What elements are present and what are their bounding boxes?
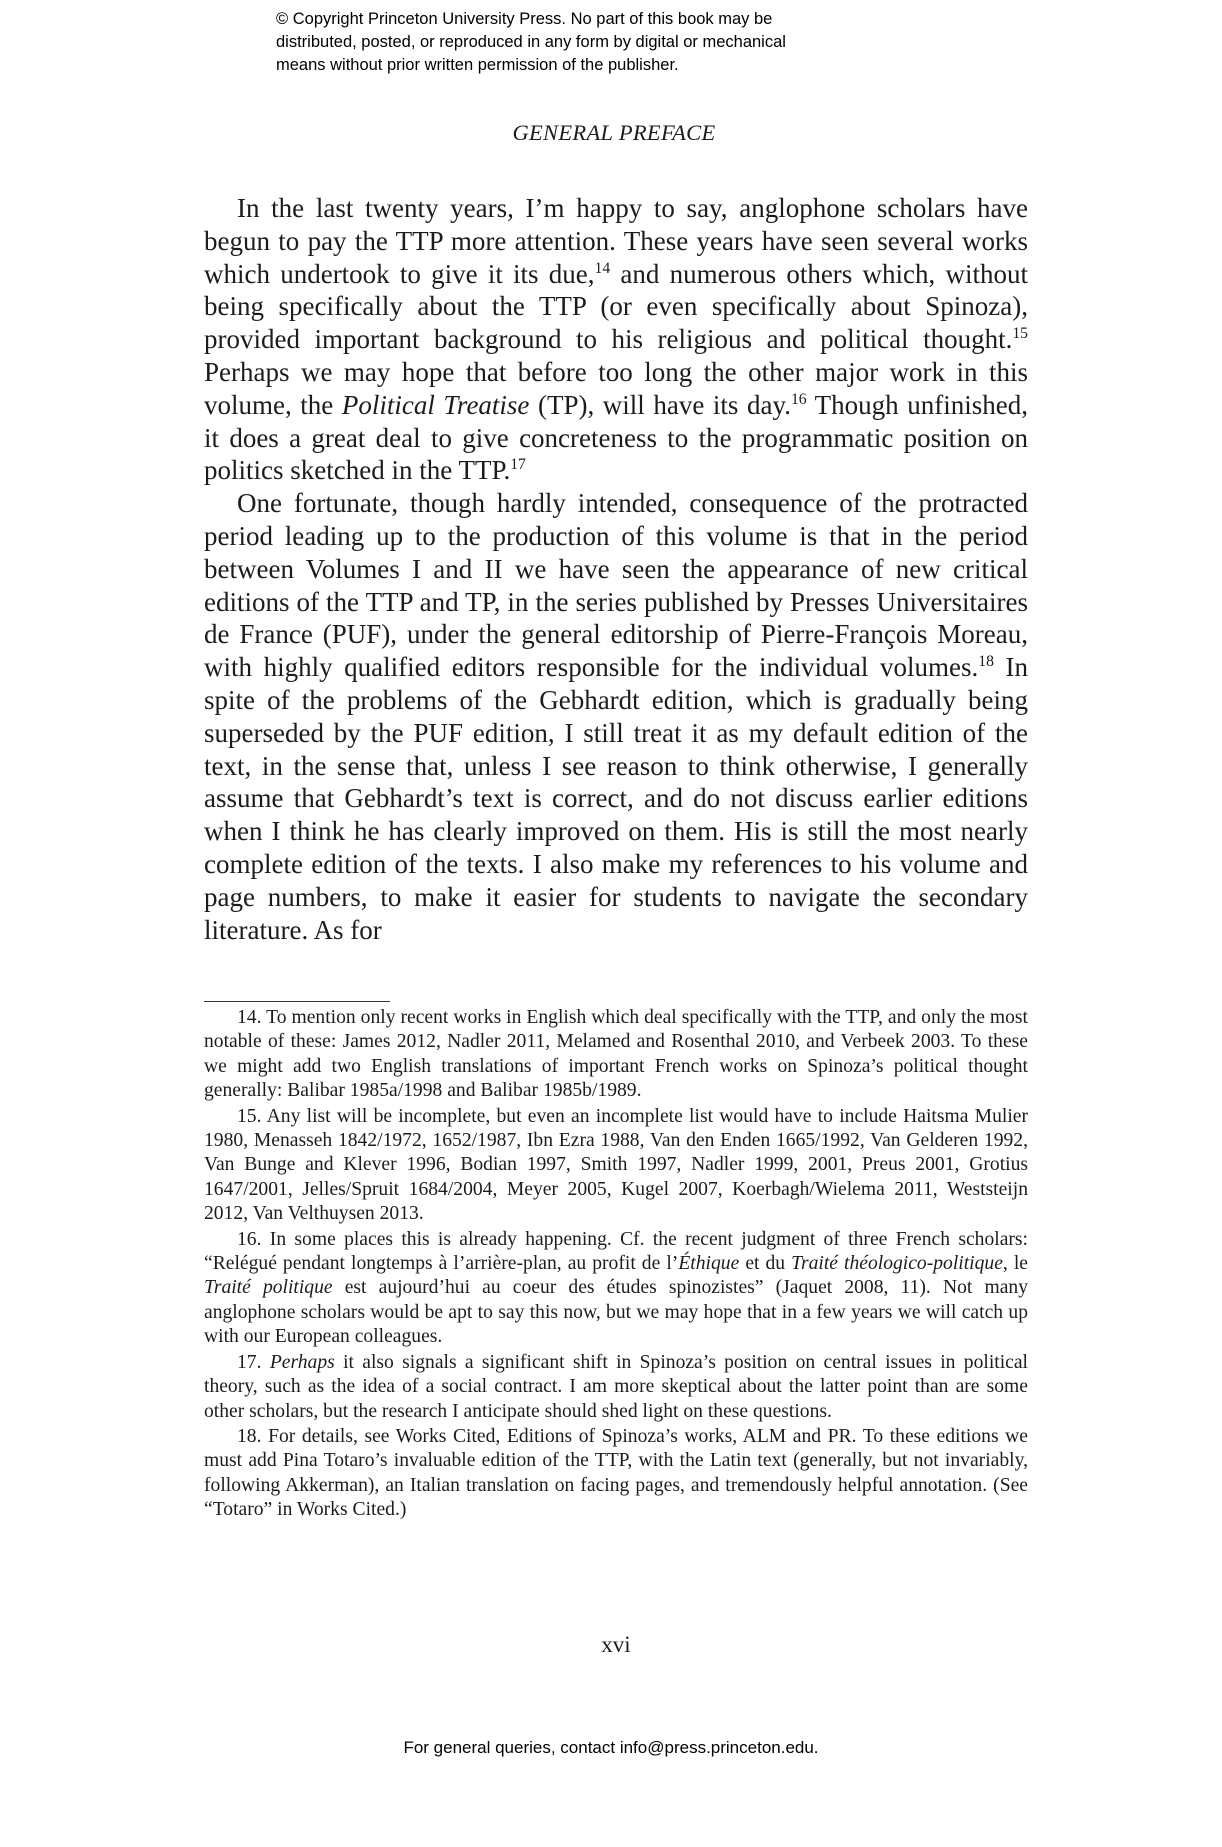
text-run: In the last twenty years, I’m happy to say, anglophone scholars have begun to pay the TTP more attention. These years have seen several works which undertook to give it its due, bbox=[204, 193, 1028, 289]
footnote-16 bbox=[204, 1228, 1028, 1350]
italic-word: Perhaps bbox=[269, 1351, 335, 1373]
footnote-ref[interactable]: 18 bbox=[978, 652, 994, 670]
running-head: GENERAL PREFACE bbox=[512, 120, 716, 145]
copyright-line: © Copyright Princeton University Press. No part of this book may be bbox=[276, 10, 773, 28]
footnote-separator bbox=[204, 1001, 390, 1002]
text-run: Though unfinished, it does a great deal to give concreteness to the programmatic position on politics sketched in the TTP. bbox=[204, 389, 1028, 486]
footnote-18: 18. For details, see Works Cited, Editions of Spinoza’s works, ALM and PR. To these editions we must add Pina Totaro’s invaluable edition of the TTP, with the Latin text (generally, but not invariably, following Akkerman), an Italian translation on facing pages, and tremendously helpful annotation. (See “Totaro” in Works Cited.) bbox=[204, 1425, 1028, 1521]
text-run: , le bbox=[1002, 1253, 1029, 1275]
body-paragraph bbox=[204, 192, 1028, 487]
footnote-ref[interactable]: 15 bbox=[1012, 325, 1028, 343]
book-title: Political Treatise bbox=[341, 389, 530, 420]
footnote-ref[interactable]: 14 bbox=[594, 259, 611, 277]
text-run: In spite of the problems of the Gebhardt edition, which is gradually being superseded by the PUF edition, I still treat it as my default edition of the text, in the sense that, unless I see reason to think otherwise, I generally assume that Gebhardt’s text is correct, and do not discuss earlier editions when I think he has clearly improved on them. His is still the most nearly complete edition of the texts. I also make my references to his volume and page numbers, to make it easier for students to navigate the secondary literature. As for bbox=[204, 652, 1028, 945]
footnote-17 bbox=[204, 1351, 1028, 1424]
text-run: Perhaps we may hope that before too long the other major work in this volume, the bbox=[204, 356, 1028, 420]
italic-title: Traité théologico-politique bbox=[791, 1253, 1003, 1275]
footnote-ref[interactable]: 17 bbox=[510, 456, 526, 474]
text-run: One fortunate, though hardly intended, consequence of the protracted period leading up to the production of this volume is that in the period between Volumes I and II we have seen the appearance of new critical editions of the TTP and TP, in the series published by Presses Universitaires de France (PUF), under the general editorship of Pierre-François Moreau, with highly qualified editors responsible for the individual volumes. bbox=[204, 488, 1028, 683]
text-run: est aujourd’hui au coeur des études spinozistes” (Jaquet 2008, 11). Not many anglophone scholars would be apt to say this now, but we may hope that in a few years we will catch up with our European colleagues. bbox=[204, 1277, 1028, 1348]
copyright-line: means without prior written permission of the publisher. bbox=[276, 56, 679, 74]
text-run: it also signals a significant shift in Spinoza’s position on central issues in political theory, such as the idea of a social contract. I am more skeptical about the latter point than are some other scholars, but the research I anticipate should shed light on these questions. bbox=[204, 1351, 1028, 1422]
text-run: and numerous others which, without being specifically about the TTP (or even specifically about Spinoza), provided important background to his religious and political thought. bbox=[204, 258, 1028, 355]
text-run: 17. bbox=[237, 1351, 270, 1373]
text-run: (TP), will have its day. bbox=[529, 389, 791, 420]
page-number: xvi bbox=[601, 1632, 631, 1657]
text-run: 16. In some places this is already happening. Cf. the recent judgment of three French scholars: “Relégué pendant longtemps à l’arrière-plan, au profit de l’ bbox=[204, 1228, 1028, 1275]
footer-contact: For general queries, contact info@press.princeton.edu. bbox=[403, 1738, 819, 1757]
text-run: et du bbox=[739, 1253, 792, 1275]
footnote-14: 14. To mention only recent works in English which deal specifically with the TTP, and only the most notable of these: James 2012, Nadler 2011, Melamed and Rosenthal 2010, and Verbeek 2003. To these we might add two English translations of important French works on Spinoza’s political thought generally: Balibar 1985a/1998 and Balibar 1985b/1989. bbox=[204, 1007, 1028, 1102]
footnotes bbox=[204, 1006, 1028, 1524]
body-paragraph bbox=[204, 487, 1028, 946]
footnote-ref[interactable]: 16 bbox=[790, 390, 807, 408]
main-text bbox=[204, 192, 1028, 946]
copyright-line: distributed, posted, or reproduced in any form by digital or mechanical bbox=[276, 33, 786, 51]
italic-title: Traité politique bbox=[204, 1277, 333, 1299]
italic-title: Éthique bbox=[678, 1253, 740, 1275]
copyright-notice bbox=[276, 8, 916, 77]
footnote-15: 15. Any list will be incomplete, but even an incomplete list would have to include Haitsma Mulier 1980, Menasseh 1842/1972, 1652/1987, Ibn Ezra 1988, Van den Enden 1665/1992, Van Gelderen 1992, Van Bunge and Klever 1996, Bodian 1997, Smith 1997, Nadler 1999, 2001, Preus 2001, Grotius 1647/2001, Jelles/Spruit 1684/2004, Meyer 2005, Kugel 2007, Koerbagh/Wielema 2011, Weststeijn 2012, Van Velthuysen 2013. bbox=[204, 1105, 1028, 1225]
